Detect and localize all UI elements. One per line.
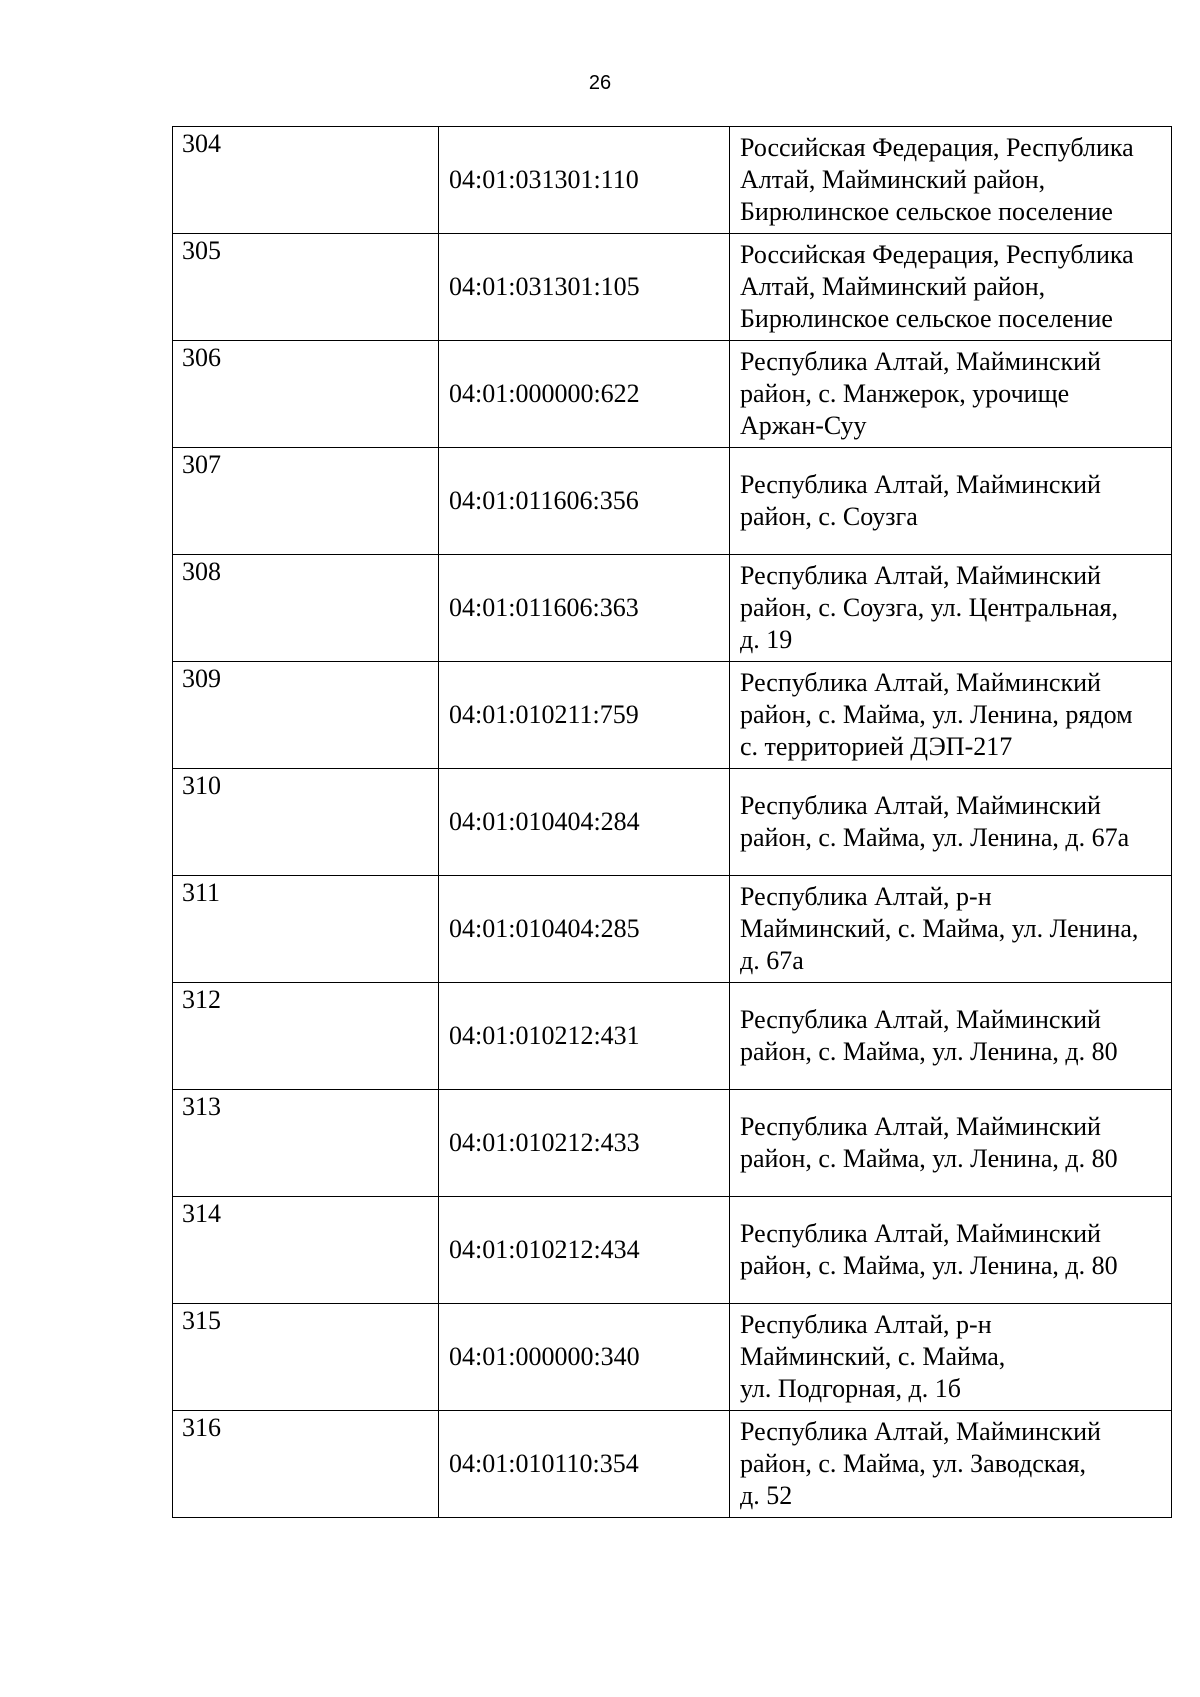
cadastral-number-cell: 04:01:010211:759: [439, 662, 730, 769]
address-cell: Республика Алтай, Майминский район, с. Манжерок, урочище Аржан-Суу: [730, 341, 1172, 448]
row-number-cell: 316: [173, 1411, 439, 1518]
cadastral-number-cell: 04:01:031301:105: [439, 234, 730, 341]
cadastral-number-cell: 04:01:000000:340: [439, 1304, 730, 1411]
address-cell: Республика Алтай, Майминский район, с. Майма, ул. Ленина, рядом с. территорией ДЭП-217: [730, 662, 1172, 769]
row-number-cell: 314: [173, 1197, 439, 1304]
table-row: [173, 1197, 1172, 1304]
table-row: [173, 876, 1172, 983]
table-body: [173, 127, 1172, 1518]
table-row: [173, 341, 1172, 448]
cadastral-number-cell: 04:01:031301:110: [439, 127, 730, 234]
address-cell: Российская Федерация, Республика Алтай, Майминский район, Бирюлинское сельское поселение: [730, 127, 1172, 234]
cadastral-number-cell: 04:01:010404:284: [439, 769, 730, 876]
table-row: [173, 448, 1172, 555]
address-cell: Республика Алтай, Майминский район, с. Соузга, ул. Центральная, д. 19: [730, 555, 1172, 662]
row-number-cell: 309: [173, 662, 439, 769]
table-row: [173, 234, 1172, 341]
address-cell: Республика Алтай, Майминский район, с. Майма, ул. Заводская, д. 52: [730, 1411, 1172, 1518]
cadastral-number-cell: 04:01:010404:285: [439, 876, 730, 983]
row-number-cell: 307: [173, 448, 439, 555]
address-cell: Республика Алтай, Майминский район, с. Соузга: [730, 448, 1172, 555]
cadastral-number-cell: 04:01:010212:431: [439, 983, 730, 1090]
address-cell: Российская Федерация, Республика Алтай, Майминский район, Бирюлинское сельское поселение: [730, 234, 1172, 341]
cadastral-number-cell: 04:01:010212:434: [439, 1197, 730, 1304]
cadastral-number-cell: 04:01:010110:354: [439, 1411, 730, 1518]
land-plots-table: [172, 126, 1172, 1518]
table-row: [173, 983, 1172, 1090]
cadastral-number-cell: 04:01:010212:433: [439, 1090, 730, 1197]
row-number-cell: 305: [173, 234, 439, 341]
page-number: 26: [588, 72, 612, 94]
table-row: [173, 127, 1172, 234]
cadastral-number-cell: 04:01:000000:622: [439, 341, 730, 448]
table-row: [173, 662, 1172, 769]
row-number-cell: 308: [173, 555, 439, 662]
table-row: [173, 1411, 1172, 1518]
row-number-cell: 315: [173, 1304, 439, 1411]
table-row: [173, 769, 1172, 876]
table-row: [173, 1090, 1172, 1197]
row-number-cell: 304: [173, 127, 439, 234]
cadastral-number-cell: 04:01:011606:363: [439, 555, 730, 662]
cadastral-number-cell: 04:01:011606:356: [439, 448, 730, 555]
address-cell: Республика Алтай, р-н Майминский, с. Майма, ул. Подгорная, д. 1б: [730, 1304, 1172, 1411]
address-cell: Республика Алтай, Майминский район, с. Майма, ул. Ленина, д. 80: [730, 983, 1172, 1090]
address-cell: Республика Алтай, Майминский район, с. Майма, ул. Ленина, д. 67а: [730, 769, 1172, 876]
row-number-cell: 306: [173, 341, 439, 448]
table-row: [173, 555, 1172, 662]
row-number-cell: 311: [173, 876, 439, 983]
row-number-cell: 312: [173, 983, 439, 1090]
address-cell: Республика Алтай, р-н Майминский, с. Майма, ул. Ленина, д. 67а: [730, 876, 1172, 983]
address-cell: Республика Алтай, Майминский район, с. Майма, ул. Ленина, д. 80: [730, 1197, 1172, 1304]
table-row: [173, 1304, 1172, 1411]
row-number-cell: 310: [173, 769, 439, 876]
row-number-cell: 313: [173, 1090, 439, 1197]
address-cell: Республика Алтай, Майминский район, с. Майма, ул. Ленина, д. 80: [730, 1090, 1172, 1197]
